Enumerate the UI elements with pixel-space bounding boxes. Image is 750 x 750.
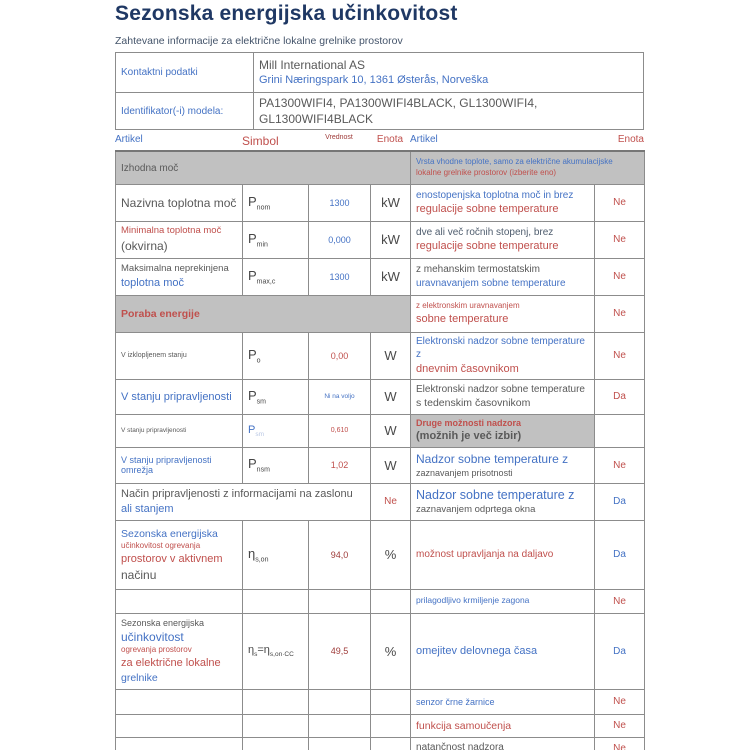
symbol-cell: $P_{max,c}$	[243, 258, 309, 295]
company-name: Mill International AS	[259, 57, 366, 72]
value-cell: 1,02	[309, 447, 371, 483]
symbol-cell: $P_{nom}$	[243, 184, 309, 221]
table-row-nacin-pripravljenosti	[116, 483, 645, 520]
table-row-v-stanju-pripravljenosti	[116, 379, 645, 414]
symbol-cell	[243, 737, 309, 750]
artikel-cell	[116, 589, 243, 613]
unit-cell	[371, 589, 411, 613]
artikel-cell	[116, 613, 243, 689]
right-text-line1: Nadzor sobne temperature z	[416, 452, 569, 467]
table-row	[116, 53, 644, 93]
table-row-senzor-crne-zarnice	[116, 689, 645, 714]
unit-cell: kW	[371, 258, 411, 295]
artikel-line1: Sezonska energijska	[121, 618, 205, 629]
value-cell	[309, 589, 371, 613]
artikel-line1: Maksimalna neprekinjena	[121, 263, 229, 275]
answer-cell: Da	[595, 613, 645, 689]
unit-cell	[371, 714, 411, 737]
answer-cell	[595, 414, 645, 447]
value-cell: 0,00	[309, 332, 371, 379]
section-izhodna-moc: Izhodna moč	[116, 151, 411, 184]
right-text-line1: Nadzor sobne temperature z	[416, 487, 575, 502]
symbol-cell	[243, 714, 309, 737]
column-header-artikel-left: Artikel	[115, 134, 143, 146]
value-cell	[309, 714, 371, 737]
artikel-cell	[116, 221, 243, 258]
right-text-line1: senzor črne žarnice	[416, 696, 495, 707]
artikel-cell	[116, 483, 371, 520]
value-cell: 94,0	[309, 520, 371, 589]
answer-cell: Ne	[595, 258, 645, 295]
artikel-line5: grelnike	[121, 672, 158, 685]
value-cell: 49,5	[309, 613, 371, 689]
answer-cell: Ne	[595, 447, 645, 483]
artikel-cell	[116, 520, 243, 589]
right-text-line1: z mehanskim termostatskim	[416, 264, 540, 276]
table-row-pripravljenost-omrezja	[116, 447, 645, 483]
artikel-right-cell	[411, 447, 595, 483]
page-title: Sezonska energijska učinkovitost	[115, 2, 458, 25]
answer-cell: Ne	[595, 689, 645, 714]
table-row-poraba-energije	[116, 295, 645, 332]
artikel-right-cell	[411, 613, 595, 689]
model-identifiers-line1: PA1300WIFI4, PA1300WIFI4BLACK, GL1300WIFI4,	[259, 96, 538, 110]
value-cell: 0,610	[309, 414, 371, 447]
table-row-minimalna-toplotna-moc	[116, 221, 645, 258]
symbol-cell: $P_{sm}$	[243, 379, 309, 414]
artikel-cell: Nazivna toplotna moč	[116, 184, 243, 221]
artikel-right-cell	[411, 589, 595, 613]
section-poraba-energije: Poraba energije	[116, 295, 411, 332]
artikel-cell	[116, 258, 243, 295]
right-text-line1: natančnost nadzora	[416, 742, 504, 750]
column-header-vrednost: Vrednost	[325, 134, 353, 142]
table-row-nazivna-toplotna-moc	[116, 184, 645, 221]
value-cell: 1300	[309, 258, 371, 295]
document-content	[115, 0, 645, 750]
section-vrsta-vhodne-toplote	[411, 151, 645, 184]
energy-data-table	[115, 150, 645, 750]
value-cell: 1300	[309, 184, 371, 221]
unit-cell: %	[371, 613, 411, 689]
artikel-right-cell	[411, 221, 595, 258]
symbol-cell: $\eta_s=\eta_{s,on\cdot CC}$	[243, 613, 309, 689]
artikel-line3: ogrevanja prostorov	[121, 645, 192, 655]
table-row-v-izklopljenem-stanju	[116, 332, 645, 379]
right-text-line2: zaznavanjem prisotnosti	[416, 468, 513, 479]
unit-cell: W	[371, 332, 411, 379]
artikel-right-cell	[411, 295, 595, 332]
column-header-enota-left: Enota	[376, 134, 404, 146]
unit-cell: W	[371, 379, 411, 414]
artikel-right-cell	[411, 520, 595, 589]
right-text-line1: z elektronskim uravnavanjem	[416, 301, 520, 311]
unit-cell	[371, 689, 411, 714]
artikel-right-cell	[411, 737, 595, 750]
section-druge-moznosti-nadzora	[411, 414, 595, 447]
value-cell: 0,000	[309, 221, 371, 258]
artikel-right-cell	[411, 332, 595, 379]
symbol-cell: $P_o$	[243, 332, 309, 379]
column-header-artikel-right: Artikel	[410, 134, 438, 146]
unit-cell: W	[371, 447, 411, 483]
artikel-right-cell	[411, 483, 595, 520]
value-cell: Ni na voljo	[309, 379, 371, 414]
unit-cell: kW	[371, 221, 411, 258]
right-text-line2: regulacije sobne temperature	[416, 203, 559, 216]
artikel-line2: toplotna moč	[121, 276, 184, 289]
artikel-line1: Sezonska energijska	[121, 527, 218, 540]
artikel-line2: učinkovitost ogrevanja	[121, 540, 201, 550]
right-text-line1: prilagodljivo krmiljenje zagona	[416, 595, 530, 606]
table-row-v-stanju-pripravljenosti-2	[116, 414, 645, 447]
answer-cell: Da	[595, 379, 645, 414]
artikel-line2: ali stanjem	[121, 502, 174, 515]
model-identifiers-line2: GL1300WIFI4BLACK	[259, 112, 374, 127]
artikel-right-cell	[411, 184, 595, 221]
artikel-line3: prostorov v aktivnem	[121, 552, 223, 565]
right-text-line1: enostopenjska toplotna moč in brez	[416, 189, 574, 201]
right-text-line1: Elektronski nadzor sobne temperature z	[416, 335, 585, 361]
symbol-cell	[243, 589, 309, 613]
table-row-sezonska-ucinkovitost-aktivni	[116, 520, 645, 589]
answer-cell: Da	[595, 520, 645, 589]
right-text-line2: s tedenskim časovnikom	[416, 397, 531, 410]
right-text-line1: funkcija samoučenja	[416, 719, 512, 732]
artikel-cell: V stanju pripravljenosti	[116, 379, 243, 414]
section-text-line1: Vrsta vhodne toplote, samo za električne akumulacijske	[416, 157, 613, 167]
answer-cell: Ne	[595, 589, 645, 613]
left-answer-cell: Ne	[371, 483, 411, 520]
section-text-line2: (možnih je več izbir)	[416, 430, 522, 443]
artikel-line2: (okvirna)	[121, 239, 168, 254]
symbol-cell: $P_{nsm}$	[243, 447, 309, 483]
unit-cell: %	[371, 520, 411, 589]
value-cell	[309, 737, 371, 750]
value-cell	[309, 689, 371, 714]
artikel-right-cell	[411, 379, 595, 414]
artikel-line2: učinkovitost	[121, 630, 184, 645]
artikel-line4: načinu	[121, 567, 157, 582]
table-row-sezonska-ucinkovitost-grelniki	[116, 613, 645, 689]
answer-cell: Ne	[595, 737, 645, 750]
artikel-line1: Način pripravljenosti z informacijami na zaslonu	[121, 487, 353, 500]
artikel-cell	[116, 737, 243, 750]
artikel-cell: V izklopljenem stanju	[116, 332, 243, 379]
section-text-line2: lokalne grelnike prostorov (izberite eno)	[416, 168, 557, 178]
table-row-prilagodljivo-krmiljenje	[116, 589, 645, 613]
symbol-cell: $P_{min}$	[243, 221, 309, 258]
table-row-maksimalna-toplotna-moc	[116, 258, 645, 295]
symbol-cell: $\eta_{s,on}$	[243, 520, 309, 589]
artikel-right-cell	[411, 258, 595, 295]
artikel-cell	[116, 689, 243, 714]
right-text-line2: uravnavanjem sobne temperature	[416, 277, 566, 289]
page-subtitle: Zahtevane informacije za električne lokalne grelnike prostorov	[115, 35, 403, 47]
answer-cell: Ne	[595, 714, 645, 737]
contact-label: Kontaktni podatki	[116, 53, 254, 93]
artikel-cell: V stanju pripravljenosti	[116, 414, 243, 447]
artikel-line1: Minimalna toplotna moč	[121, 225, 222, 237]
company-address: Grini Næringspark 10, 1361 Østerås, Norveška	[259, 74, 489, 87]
right-text-line1: Elektronski nadzor sobne temperature	[416, 383, 585, 395]
artikel-cell: V stanju pripravljenosti omrežja	[116, 447, 243, 483]
answer-cell: Ne	[595, 295, 645, 332]
symbol-cell	[243, 689, 309, 714]
table-row	[116, 93, 644, 130]
right-text-line2: dnevnim časovnikom	[416, 362, 519, 375]
section-text-line1: Druge možnosti nadzora	[416, 418, 522, 429]
table-row-natancnost-nadzora	[116, 737, 645, 750]
answer-cell: Ne	[595, 221, 645, 258]
right-text-line1: dve ali več ročnih stopenj, brez	[416, 226, 554, 238]
artikel-line4: za električne lokalne	[121, 657, 221, 670]
answer-cell: Ne	[595, 332, 645, 379]
unit-cell	[371, 737, 411, 750]
answer-cell: Ne	[595, 184, 645, 221]
contact-info-table	[115, 52, 644, 130]
right-text-line2: sobne temperature	[416, 312, 509, 325]
model-identifier-label: Identifikator(-i) modela:	[116, 93, 254, 130]
artikel-right-cell	[411, 689, 595, 714]
table-row-izhodna-moc	[116, 151, 645, 184]
column-header-simbol: Simbol	[242, 134, 279, 149]
artikel-right-cell	[411, 714, 595, 737]
artikel-cell	[116, 714, 243, 737]
column-headers	[115, 134, 644, 148]
symbol-cell: $P_{sm}$	[243, 414, 309, 447]
answer-cell: Da	[595, 483, 645, 520]
column-header-enota-right: Enota	[617, 134, 644, 146]
unit-cell: W	[371, 414, 411, 447]
unit-cell: kW	[371, 184, 411, 221]
table-row-funkcija-samoucenja	[116, 714, 645, 737]
right-text-line2: regulacije sobne temperature	[416, 240, 559, 253]
right-text-line1: možnost upravljanja na daljavo	[416, 548, 554, 560]
right-text-line2: zaznavanjem odprtega okna	[416, 503, 536, 515]
right-text-line1: omejitev delovnega časa	[416, 644, 538, 657]
